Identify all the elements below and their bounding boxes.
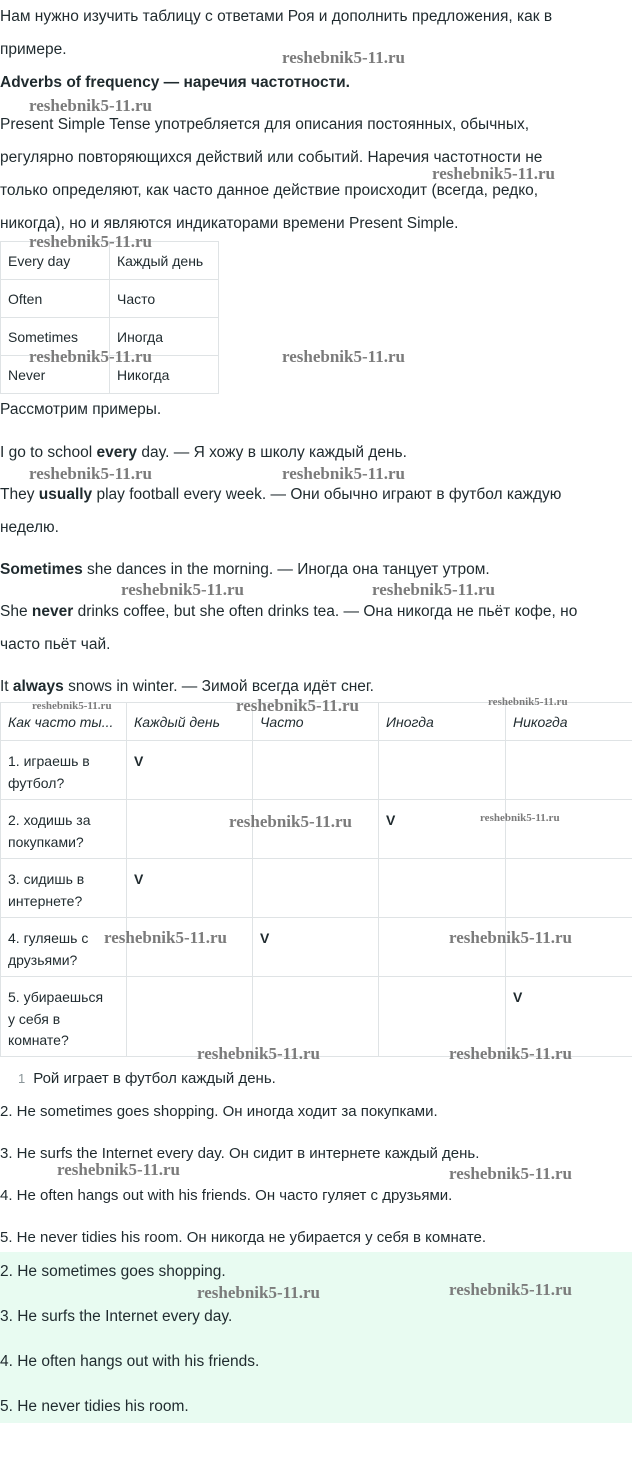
watermark: reshebnik5-11.ru — [229, 812, 352, 831]
watermark: reshebnik5-11.ru — [372, 580, 495, 599]
question-cell: 2. ходишь за покупками? — [1, 800, 127, 859]
watermark: reshebnik5-11.ru — [29, 347, 152, 366]
answer-item-5: 5. He never tidies his room. Он никогда не убирается у себя в комнате. — [0, 1229, 487, 1246]
answer-item-1: 1 Рой играет в футбол каждый день. — [18, 1070, 276, 1087]
example-4: She never drinks coffee, but she often drinks tea. — Она никогда не пьёт кофе, но — [0, 603, 578, 620]
watermark: reshebnik5-11.ru — [57, 1160, 180, 1179]
table-cell: Никогда — [110, 356, 219, 394]
example-1: I go to school every day. — Я хожу в школу каждый день. — [0, 444, 407, 461]
watermark: reshebnik5-11.ru — [449, 928, 572, 947]
final-answer-2: 2. He sometimes goes shopping. — [0, 1263, 226, 1280]
table-cell — [506, 800, 632, 859]
table-cell: Every day — [1, 242, 110, 280]
question-cell: 4. гуляешь с друзьями? — [1, 918, 127, 977]
table-cell — [379, 859, 506, 918]
table-cell — [379, 741, 506, 800]
final-answer-5: 5. He never tidies his room. — [0, 1398, 189, 1415]
watermark: reshebnik5-11.ru — [121, 580, 244, 599]
final-answer-3: 3. He surfs the Internet every day. — [0, 1308, 233, 1325]
table-cell: Often — [1, 280, 110, 318]
check-mark: V — [127, 859, 253, 918]
watermark: reshebnik5-11.ru — [449, 1164, 572, 1183]
watermark: reshebnik5-11.ru — [282, 347, 405, 366]
table-cell: Sometimes — [1, 318, 110, 356]
watermark: reshebnik5-11.ru — [197, 1283, 320, 1302]
column-header: Никогда — [506, 703, 632, 741]
table-cell: Never — [1, 356, 110, 394]
column-header: Каждый день — [127, 703, 253, 741]
column-header: Как часто ты... — [1, 703, 127, 741]
watermark: reshebnik5-11.ru — [449, 1280, 572, 1299]
paragraph-line-3: только определяют, как часто данное действие происходит (всегда, редко, — [0, 182, 539, 199]
roy-answers-table — [0, 702, 632, 1057]
example-3: Sometimes she dances in the morning. — Иногда она танцует утром. — [0, 561, 490, 578]
watermark: reshebnik5-11.ru — [282, 464, 405, 483]
table-cell — [506, 741, 632, 800]
watermark: reshebnik5-11.ru — [432, 164, 555, 183]
watermark: reshebnik5-11.ru — [480, 812, 560, 824]
table-cell — [506, 859, 632, 918]
table-cell — [253, 859, 379, 918]
question-cell: 3. сидишь в интернете? — [1, 859, 127, 918]
examples-title: Рассмотрим примеры. — [0, 401, 162, 418]
watermark: reshebnik5-11.ru — [197, 1044, 320, 1063]
example-5: It always snows in winter. — Зимой всегда идёт снег. — [0, 678, 374, 695]
watermark: reshebnik5-11.ru — [236, 696, 359, 715]
answer-item-2: 2. He sometimes goes shopping. Он иногда ходит за покупками. — [0, 1103, 438, 1120]
table-row — [1, 741, 632, 800]
watermark: reshebnik5-11.ru — [29, 464, 152, 483]
check-mark: V — [127, 741, 253, 800]
check-mark: V — [253, 918, 379, 977]
column-header: Иногда — [379, 703, 506, 741]
table-row — [1, 859, 632, 918]
watermark: reshebnik5-11.ru — [32, 700, 112, 712]
check-mark: V — [379, 800, 506, 859]
answer-item-3: 3. He surfs the Internet every day. Он сидит в интернете каждый день. — [0, 1145, 480, 1162]
example-4-cont: часто пьёт чай. — [0, 636, 111, 653]
final-answer-4: 4. He often hangs out with his friends. — [0, 1353, 260, 1370]
section-heading: Adverbs of frequency — наречия частотности. — [0, 74, 350, 91]
watermark: reshebnik5-11.ru — [29, 232, 152, 251]
watermark: reshebnik5-11.ru — [104, 928, 227, 947]
answer-item-4: 4. He often hangs out with his friends. Он часто гуляет с друзьями. — [0, 1187, 453, 1204]
watermark: reshebnik5-11.ru — [449, 1044, 572, 1063]
table-cell: Каждый день — [110, 242, 219, 280]
paragraph-line-1: Present Simple Tense употребляется для описания постоянных, обычных, — [0, 116, 530, 133]
table-cell: Часто — [110, 280, 219, 318]
table-row — [1, 280, 219, 318]
intro-line-1: Нам нужно изучить таблицу с ответами Роя и дополнить предложения, как в — [0, 8, 553, 25]
intro-line-2: примере. — [0, 41, 67, 58]
watermark: reshebnik5-11.ru — [488, 696, 568, 708]
example-2-cont: неделю. — [0, 519, 59, 536]
adverbs-table — [0, 241, 219, 394]
table-cell — [253, 741, 379, 800]
paragraph-line-4: никогда), но и являются индикаторами времени Present Simple. — [0, 215, 459, 232]
watermark: reshebnik5-11.ru — [29, 96, 152, 115]
check-mark: V — [506, 977, 632, 1057]
paragraph-line-2: регулярно повторяющихся действий или событий. Наречия частотности не — [0, 149, 543, 166]
example-2: They usually play football every week. — Они обычно играют в футбол каждую — [0, 486, 562, 503]
table-cell: Иногда — [110, 318, 219, 356]
question-cell: 1. играешь в футбол? — [1, 741, 127, 800]
question-cell: 5. убираешься у себя в комнате? — [1, 977, 127, 1057]
column-header: Часто — [253, 703, 379, 741]
watermark: reshebnik5-11.ru — [282, 48, 405, 67]
